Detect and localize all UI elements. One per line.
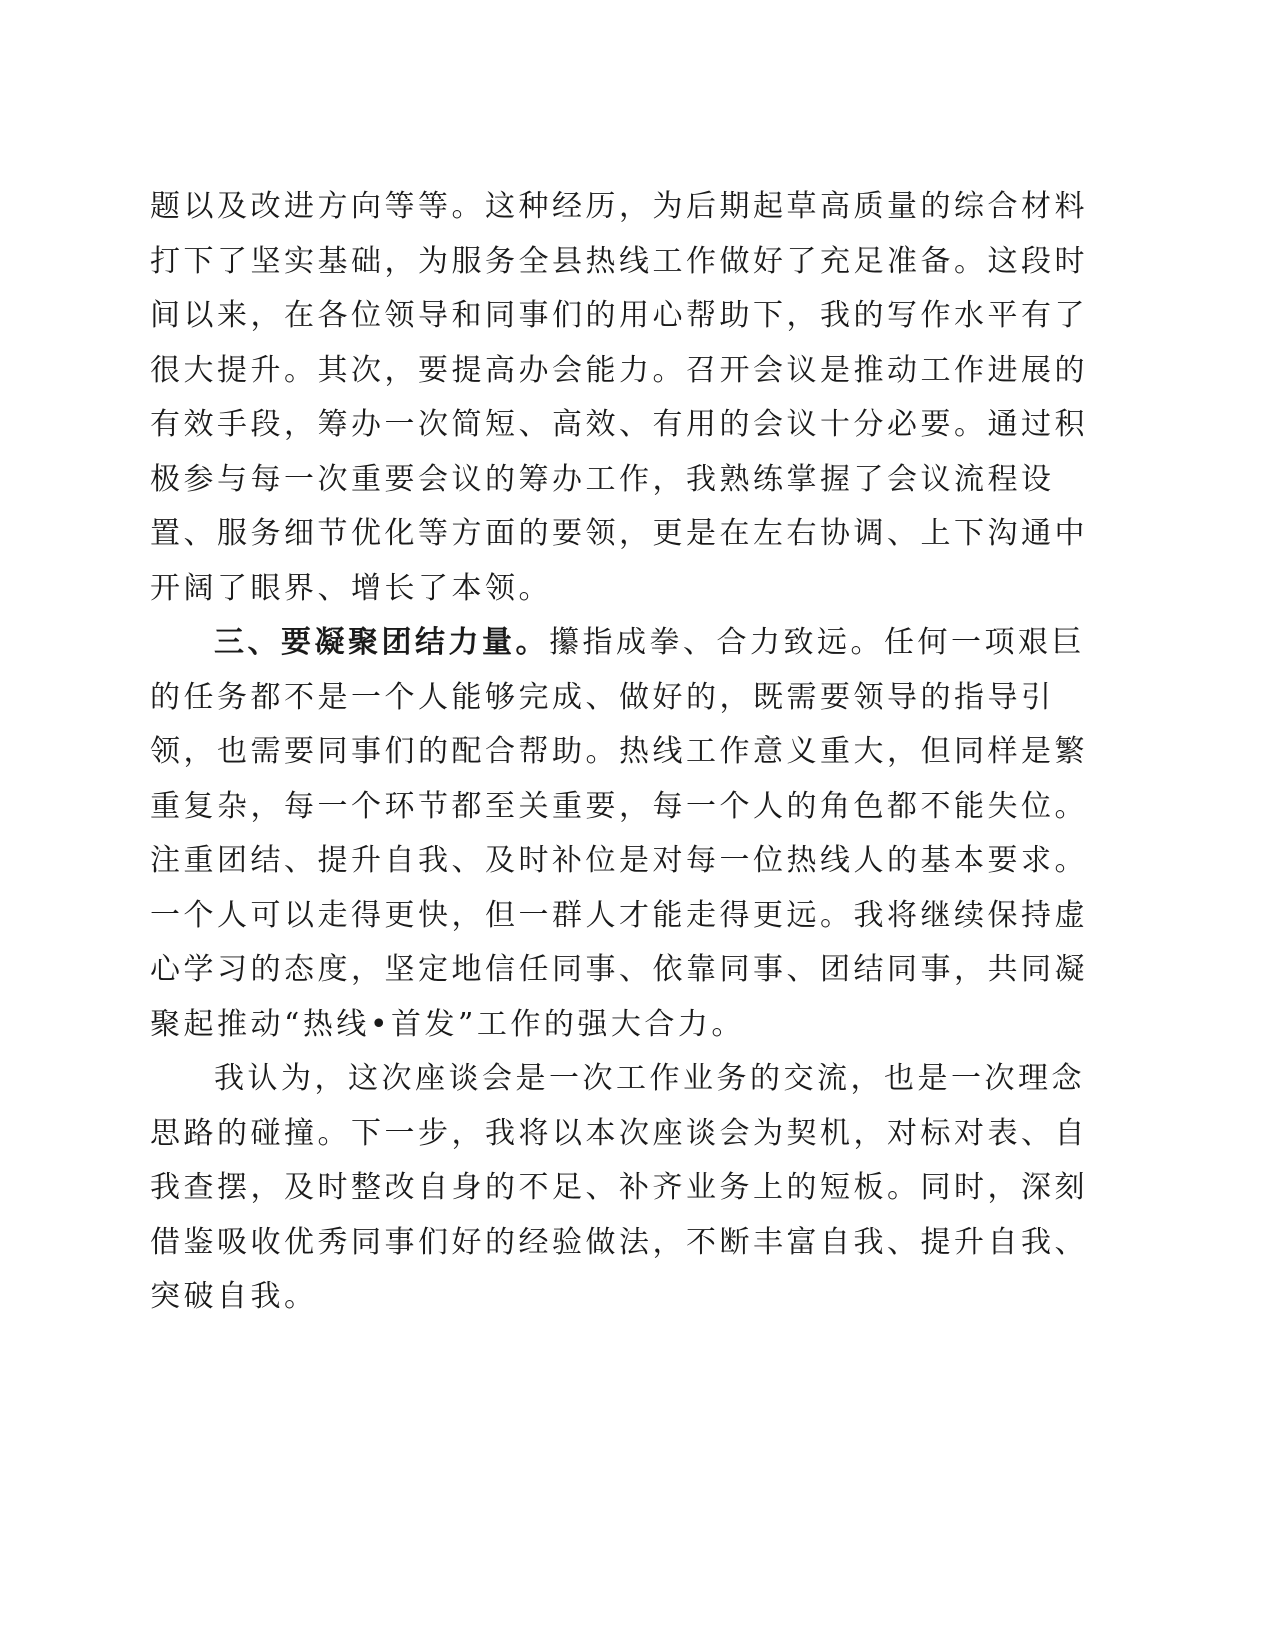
text-line: 借鉴吸收优秀同事们好的经验做法，不断丰富自我、提升自我、: [150, 1224, 1088, 1260]
text-line: 置、服务细节优化等方面的要领，更是在左右协调、上下沟通中: [150, 516, 1088, 551]
text-line: 重复杂，每一个环节都至关重要，每一个人的角色都不能失位。: [150, 788, 1088, 824]
text-line: 领，也需要同事们的配合帮助。热线工作意义重大，但同样是繁: [150, 734, 1088, 769]
text-line: 间以来，在各位领导和同事们的用心帮助下，我的写作水平有了: [150, 298, 1088, 333]
text-line: 聚起推动“热线•首发”工作的强大合力。: [150, 1006, 745, 1042]
text-line: 极参与每一次重要会议的筹办工作，我熟练掌握了会议流程设: [150, 461, 1055, 497]
section-heading: 三、要凝聚团结力量。: [214, 625, 549, 660]
text-line: 我查摆，及时整改自身的不足、补齐业务上的短板。同时，深刻: [150, 1170, 1088, 1205]
text-line: 有效手段，筹办一次简短、高效、有用的会议十分必要。通过积: [150, 407, 1088, 442]
document-body: [150, 180, 1088, 1325]
text-line: 注重团结、提升自我、及时补位是对每一位热线人的基本要求。: [150, 843, 1088, 878]
paragraph-unity: [150, 616, 1088, 1052]
text-line: 思路的碰撞。下一步，我将以本次座谈会为契机，对标对表、自: [150, 1115, 1088, 1151]
text-line: 一个人可以走得更快，但一群人才能走得更远。我将继续保持虚: [150, 897, 1088, 933]
text-line: 突破自我。: [150, 1279, 318, 1314]
paragraph-conclusion: [150, 1052, 1088, 1325]
text-line: 开阔了眼界、增长了本领。: [150, 570, 552, 606]
text-line: 的任务都不是一个人能够完成、做好的，既需要领导的指导引: [150, 679, 1055, 715]
text-line: [150, 616, 1085, 671]
paragraph-writing-and-meetings: [150, 180, 1088, 616]
text-line: 很大提升。其次，要提高办会能力。召开会议是推动工作进展的: [150, 352, 1088, 388]
text-line: 打下了坚实基础，为服务全县热线工作做好了充足准备。这段时: [150, 243, 1088, 279]
text-line: 心学习的态度，坚定地信任同事、依靠同事、团结同事，共同凝: [150, 952, 1088, 987]
text-span: 攥指成拳、合力致远。任何一项艰巨: [549, 625, 1085, 660]
text-line: 题以及改进方向等等。这种经历，为后期起草高质量的综合材料: [150, 189, 1088, 224]
text-line: 我认为，这次座谈会是一次工作业务的交流，也是一次理念: [214, 1061, 1085, 1096]
